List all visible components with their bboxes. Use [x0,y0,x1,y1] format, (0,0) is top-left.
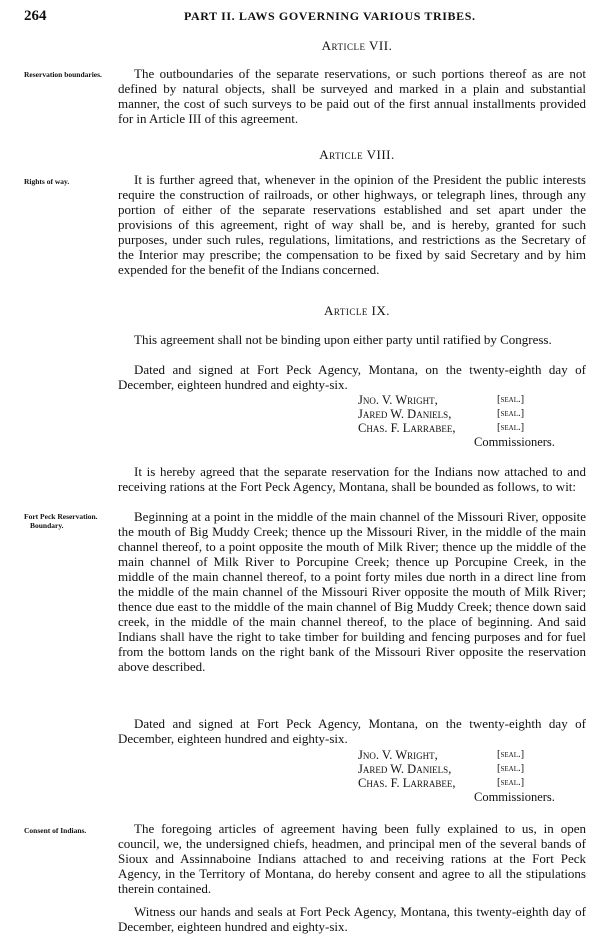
seal-mark: [seal.] [497,749,525,760]
signature-row [340,776,580,790]
signer-name: Chas. F. Larrabee, [358,776,456,790]
article-8-heading: Article VIII. [319,147,395,162]
seal-mark: [seal.] [497,408,525,419]
margin-note-fort-peck-boundary: Boundary. [30,521,64,530]
article-9-heading: Article IX. [323,303,391,318]
signature-row [340,407,580,421]
signature-title-row [340,435,580,449]
fort-peck-intro: It is hereby agreed that the separate reservation for the Indians now attached to and receiving rations at the Fort Peck Agency, Montana, shall be bounded as follows, to wit: [118,464,586,494]
signature-row [340,393,580,407]
signer-name: Jno. V. Wright, [358,748,438,762]
margin-note-fort-peck-title: Fort Peck Reservation. [24,512,98,521]
signature-block-2 [340,748,580,804]
consent-witness: Witness our hands and seals at Fort Peck Agency, Montana, this twenty-eighth day of December, eighteen hundred and eighty-six. [118,904,586,934]
margin-note-consent-of-indians: Consent of Indians. [24,826,87,835]
seal-mark: [seal.] [497,777,525,788]
commissioners-label: Commissioners. [474,790,555,804]
signer-name: Jared W. Daniels, [358,407,452,421]
consent-text: The foregoing articles of agreement having been fully explained to us, in open council, we, the undersigned chiefs, headmen, and principal men of the several bands of Sioux and Assinnaboine Indians attached to and receiving rations at the Fort Peck Agency, in the Territory of Montana, do hereby consent and agree to all the stipulations therein contained. [118,821,586,896]
signature-row [340,748,580,762]
article-9-dated: Dated and signed at Fort Peck Agency, Montana, on the twenty-eighth day of December, eighteen hundred and eighty-six. [118,362,586,392]
signature-block-1 [340,393,580,449]
signer-name: Jared W. Daniels, [358,762,452,776]
seal-mark: [seal.] [497,394,525,405]
fort-peck-boundary-text: Beginning at a point in the middle of the main channel of the Missouri River, opposite the mouth of Big Muddy Creek; thence up the Missouri River, in the middle of the main channel thereof, to a point opposite the mouth of Milk River; thence up the middle of the main channel of Milk River to Porcupine Creek; thence up Porcupine Creek, in the middle of the main channel thereof, to a point forty miles due north in a direct line from the middle of the main channel of the Missouri River opposite the mouth of Milk River; thence due east to the middle of the main channel of Big Muddy Creek; thence down said creek, in the middle of the main channel thereof, to the place of beginning. And said Indians shall have the right to take timber for building and fencing purposes and for fuel from the bottom lands on the right bank of the Missouri River opposite the reservation above described. [118,509,586,674]
running-head: PART II. LAWS GOVERNING VARIOUS TRIBES. [184,9,476,23]
signer-name: Chas. F. Larrabee, [358,421,456,435]
page-header [24,8,584,24]
margin-note-rights-of-way: Rights of way. [24,177,70,186]
seal-mark: [seal.] [497,422,525,433]
article-9-ratification: This agreement shall not be binding upon either party until ratified by Congress. [134,332,552,347]
article-7-text: The outboundaries of the separate reservations, or such portions thereof as are not defined by natural objects, shall be surveyed and marked in a plain and substantial manner, the cost of such surveys to be paid out of the first annual installments provided for in Article III of this agreement. [118,66,586,126]
signature-title-row [340,790,580,804]
signer-name: Jno. V. Wright, [358,393,438,407]
article-8-text: It is further agreed that, whenever in the opinion of the President the public interests require the construction of railroads, or other highways, or telegraph lines, through any portion of either of the separate reservations established and set apart under the provisions of this agreement, right of way shall be, and is hereby, granted for such purposes, under such rules, regulations, limitations, and restrictions as the Secretary of the Interior may prescribe; the compensation to be fixed by said Secretary and by him expended for the benefit of the Indians concerned. [118,172,586,277]
seal-mark: [seal.] [497,763,525,774]
margin-note-reservation-boundaries: Reservation boundaries. [24,70,102,79]
signature-row [340,421,580,435]
page-number: 264 [24,8,47,24]
fort-peck-dated: Dated and signed at Fort Peck Agency, Montana, on the twenty-eighth day of December, eighteen hundred and eighty-six. [118,716,586,746]
margin-note-fort-peck [24,512,128,530]
signature-row [340,762,580,776]
article-7-heading: Article VII. [321,38,393,53]
commissioners-label: Commissioners. [474,435,555,449]
